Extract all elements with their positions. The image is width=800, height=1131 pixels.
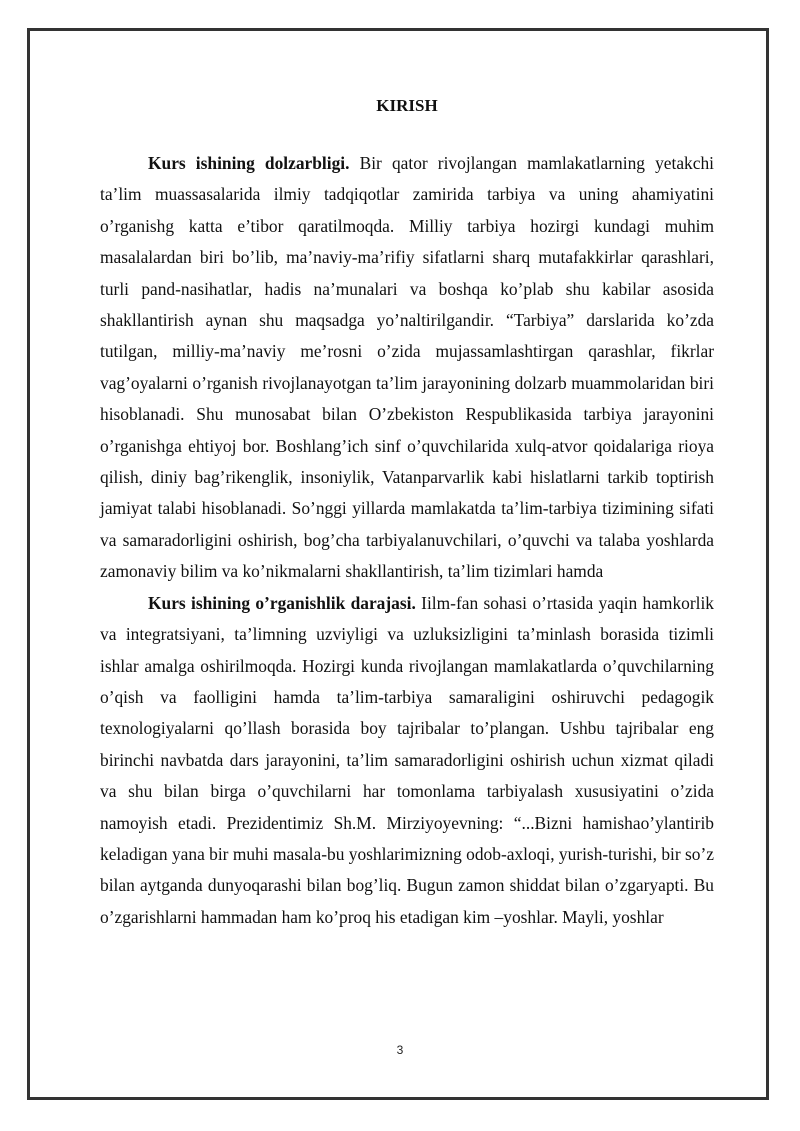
- paragraph-study-level: [100, 588, 714, 933]
- paragraph-heading: Kurs ishining o’rganishlik darajasi.: [148, 592, 416, 613]
- paragraph-heading: Kurs ishining dolzarbligi.: [148, 153, 350, 173]
- page-number: 3: [396, 1043, 404, 1057]
- document-body: [100, 91, 714, 933]
- paragraph-text: Iilm-fan sohasi o’rtasida yaqin hamkorlik va integratsiyani, ta’limning uzviyligi va uzluksizligini ta’minlash borasida tizimli ishlar amalga oshirilmoqda. Hozirgi kunda rivojlangan mamlakatlarda o’quvchilarning o’qish va faolligini hamda ta’lim-tarbiya samaraligini oshiruvchi pedagogik texnologiyalarni qo’llash borasida boy tajribalar to’plangan. Ushbu tajribalar eng birinchi navbatda dars jarayonini, ta’lim samaradorligini oshirish uchun xizmat qiladi va shu bilan birga o’quvchilarni har tomonlama tarbiyalash xususiyatini o’zida namoyish etadi. Prezidentimiz Sh.M. Mirziyoyevning: “...Bizni hamishao’ylantirib keladigan yana bir muhi masala-bu yoshlarimizning odob-axloqi, yurish-turishi, bir so’z bilan aytganda dunyoqarashi bilan bog’liq. Bugun zamon shiddat bilan o’zgaryapti. Bu o’zgarishlarni hammadan ham ko’proq his etadigan kim –yoshlar. Mayli, yoshlar: [100, 592, 714, 927]
- paragraph-text: Bir qator rivojlangan mamlakatlarning yetakchi ta’lim muassasalarida ilmiy tadqiqotlar zamirida tarbiya va uning ahamiyatini o’rganishg katta e’tibor qaratilmoqda. Milliy tarbiya hozirgi kundagi muhim masalalardan biri bo’lib, ma’naviy-ma’rifiy sifatlarni sharq mutafakkirlar qarashlari, turli pand-nasihatlar, hadis na’munalari va boshqa ko’plab shu kabilar asosida shakllantirish aynan shu maqsadga yo’naltirilgandir. “Tarbiya” darslarida ko’zda tutilgan, milliy-ma’naviy me’rosni o’zida mujassamlashtirgan qarashlar, fikrlar vag’oyalarni o’rganish rivojlanayotgan ta’lim jarayonining dolzarb muammolaridan biri hisoblanadi. Shu munosabat bilan O’zbekiston Respublikasida tarbiya jarayonini o’rganishga ehtiyoj bor. Boshlang’ich sinf o’quvchilarida xulq-atvor qoidalariga rioya qilish, diniy bag’rikenglik, insoniylik, Vatanparvarlik kabi hislatlarni tarkib toptirish jamiyat talabi hisoblanadi. So’nggi yillarda mamlakatda ta’lim-tarbiya tizimining sifati va samaradorligini oshirish, bog’cha tarbiyalanuvchilari, o’quvchi va talaba yoshlarda zamonaviy bilim va ko’nikmalarni shakllantirish, ta’lim tizimlari hamda: [100, 153, 714, 582]
- paragraph-relevance: [100, 148, 714, 588]
- section-title: KIRISH: [376, 96, 438, 115]
